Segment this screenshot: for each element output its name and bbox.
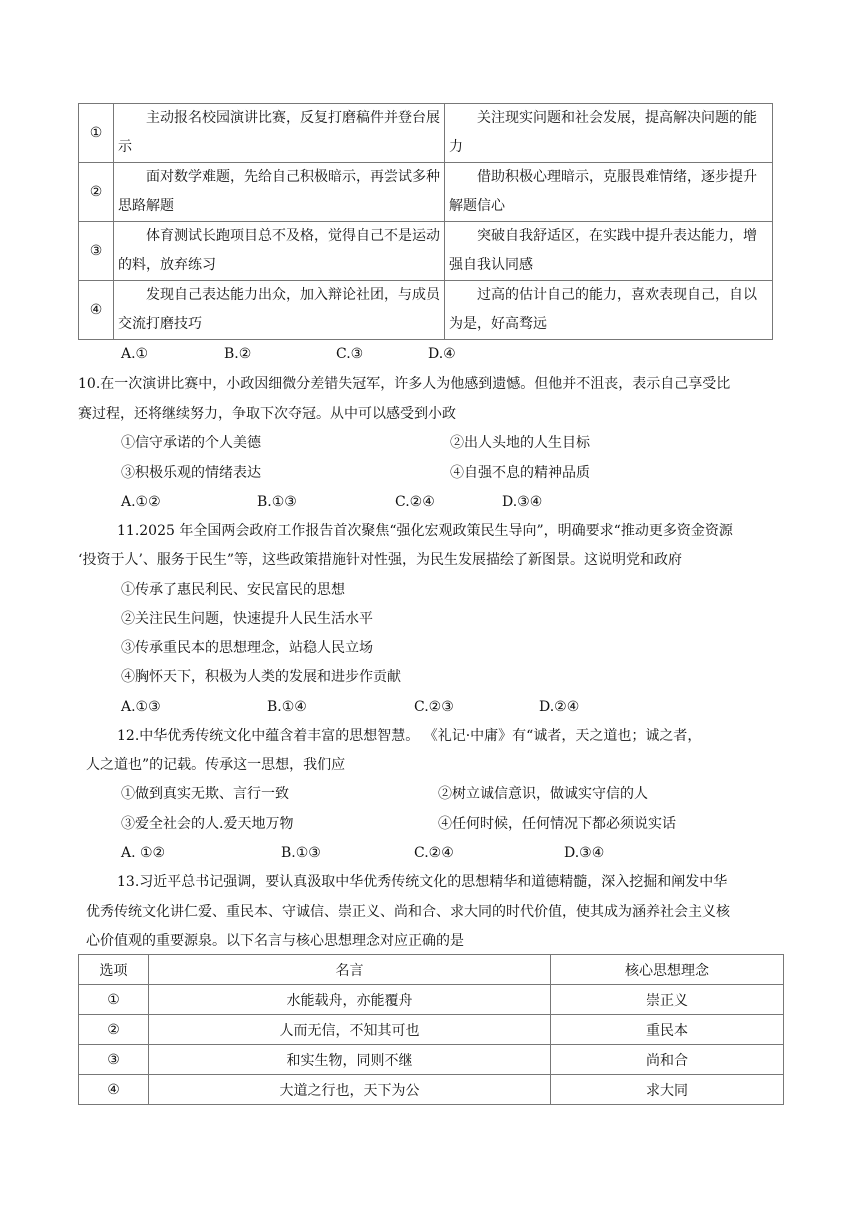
column-header: 名言 — [149, 955, 551, 985]
concept-cell: 崇正义 — [551, 985, 784, 1015]
column-header: 选项 — [79, 955, 149, 985]
table-row — [79, 281, 773, 340]
choice-item: ①传承了惠民利民、安民富民的思想 — [121, 582, 345, 598]
row-number: ① — [79, 104, 114, 163]
quote-cell: 大道之行也，天下为公 — [149, 1075, 551, 1105]
quote-table — [78, 954, 784, 1105]
answer-option-c: C.②③ — [414, 699, 454, 715]
quote-cell: 人而无信，不知其可也 — [149, 1015, 551, 1045]
choice-item: ③传承重民本的思想理念，站稳人民立场 — [121, 640, 373, 656]
row-number: ② — [79, 163, 114, 222]
answer-option-c: C.③ — [336, 346, 364, 362]
question-10-stem-cont: 赛过程，还将继续努力，争取下次夺冠。从中可以感受到小政 — [78, 406, 456, 422]
behavior-cell: 面对数学难题，先给自己积极暗示，再尝试多种思路解题 — [114, 163, 445, 222]
behavior-cell: 发现自己表达能力出众，加入辩论社团，与成员交流打磨技巧 — [114, 281, 445, 340]
choice-item: ②出人头地的人生目标 — [450, 435, 590, 451]
row-number: ① — [79, 985, 149, 1015]
choice-item: ③积极乐观的情绪表达 — [121, 465, 261, 481]
answer-option-b: B.①④ — [267, 699, 307, 715]
behavior-cell: 主动报名校园演讲比赛，反复打磨稿件并登台展示 — [114, 104, 445, 163]
choice-item: ④胸怀天下，积极为人类的发展和进步作贡献 — [121, 669, 401, 685]
column-header: 核心思想理念 — [551, 955, 784, 985]
answer-option-d: D.②④ — [539, 699, 580, 715]
answer-option-b: B.①③ — [257, 494, 297, 510]
choice-item: ④任何时候，任何情况下都必须说实话 — [438, 816, 676, 832]
answer-option-b: B.② — [224, 346, 252, 362]
table-row — [79, 1045, 784, 1075]
option-table — [78, 103, 773, 340]
choice-item: ②关注民生问题，快速提升人民生活水平 — [121, 611, 373, 627]
row-number: ④ — [79, 281, 114, 340]
answer-option-a: A.① — [121, 346, 149, 362]
analysis-cell: 关注现实问题和社会发展，提高解决问题的能力 — [445, 104, 773, 163]
row-number: ③ — [79, 222, 114, 281]
question-13-stem-cont: 心价值观的重要源泉。以下名言与核心思想理念对应正确的是 — [86, 933, 464, 949]
answer-option-c: C.②④ — [414, 845, 454, 861]
question-13-stem: 13.习近平总书记强调，要认真汲取中华优秀传统文化的思想精华和道德精髓，深入挖掘和阐发中华 — [117, 874, 728, 890]
concept-cell: 求大同 — [551, 1075, 784, 1105]
question-11-stem-cont: ‘投资于人’、服务于民生”等，这些政策措施针对性强，为民生发展描绘了新图景。这说明党和政府 — [78, 552, 683, 568]
question-10-stem: 10.在一次演讲比赛中，小政因细微分差错失冠军，许多人为他感到遗憾。但他并不沮丧，表示自己享受比 — [78, 376, 731, 392]
concept-cell: 尚和合 — [551, 1045, 784, 1075]
choice-item: ②树立诚信意识，做诚实守信的人 — [438, 786, 648, 802]
behavior-cell: 体育测试长跑项目总不及格，觉得自己不是运动的料，放弃练习 — [114, 222, 445, 281]
table-row — [79, 104, 773, 163]
question-13-stem-cont: 优秀传统文化讲仁爱、重民本、守诚信、崇正义、尚和合、求大同的时代价值，使其成为涵养社会主义核 — [86, 904, 730, 920]
answer-option-a: A. ①② — [121, 845, 166, 861]
choice-item: ③爱全社会的人.爱天地万物 — [121, 816, 294, 832]
row-number: ④ — [79, 1075, 149, 1105]
analysis-cell: 过高的估计自己的能力，喜欢表现自己，自以为是，好高骛远 — [445, 281, 773, 340]
question-11-stem: 11.2025 年全国两会政府工作报告首次聚焦“强化宏观政策民生导向”，明确要求“推动更多资金资源 — [117, 523, 733, 539]
quote-cell: 水能载舟，亦能覆舟 — [149, 985, 551, 1015]
answer-option-d: D.④ — [428, 346, 456, 362]
answer-option-d: D.③④ — [564, 845, 605, 861]
analysis-cell: 突破自我舒适区，在实践中提升表达能力，增强自我认同感 — [445, 222, 773, 281]
choice-item: ①做到真实无欺、言行一致 — [121, 786, 289, 802]
answer-option-c: C.②④ — [395, 494, 435, 510]
table-row — [79, 222, 773, 281]
table-row — [79, 163, 773, 222]
table-header-row — [79, 955, 784, 985]
table-row — [79, 985, 784, 1015]
answer-option-d: D.③④ — [502, 494, 543, 510]
row-number: ③ — [79, 1045, 149, 1075]
answer-option-b: B.①③ — [281, 845, 321, 861]
analysis-cell: 借助积极心理暗示，克服畏难情绪，逐步提升解题信心 — [445, 163, 773, 222]
table-row — [79, 1075, 784, 1105]
question-12-stem: 12.中华优秀传统文化中蕴含着丰富的思想智慧。 《礼记·中庸》有“诚者，天之道也；诚之者， — [117, 728, 702, 744]
answer-option-a: A.①③ — [121, 699, 161, 715]
choice-item: ①信守承诺的个人美德 — [121, 435, 261, 451]
concept-cell: 重民本 — [551, 1015, 784, 1045]
row-number: ② — [79, 1015, 149, 1045]
answer-option-a: A.①② — [121, 494, 161, 510]
choice-item: ④自强不息的精神品质 — [450, 465, 590, 481]
table-row — [79, 1015, 784, 1045]
question-12-stem-cont: 人之道也”的记载。传承这一思想，我们应 — [86, 757, 346, 773]
quote-cell: 和实生物，同则不继 — [149, 1045, 551, 1075]
